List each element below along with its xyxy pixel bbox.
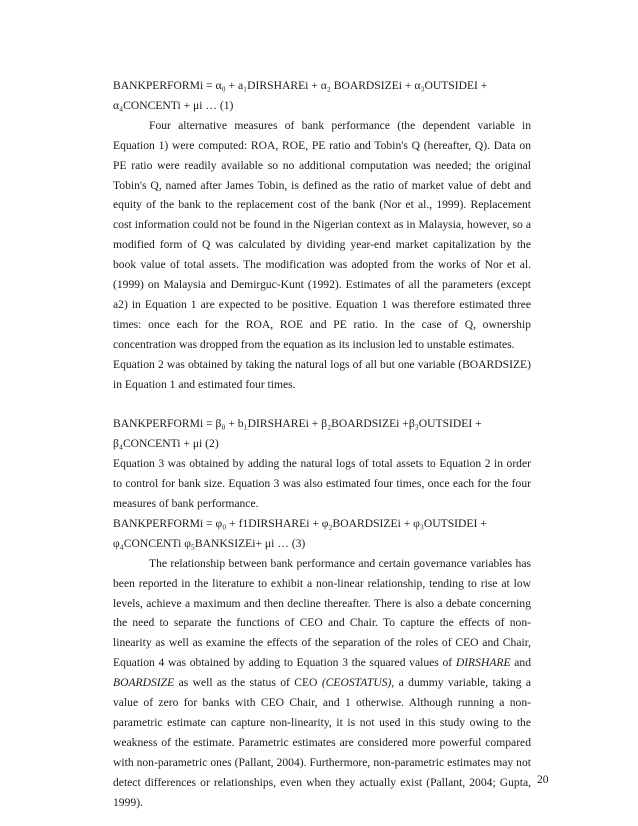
equation-1: BANKPERFORMi = α₀ + a₁DIRSHAREi + α₂ BOARDSIZEi + α₃OUTSIDEI + α₄CONCENTi + μi … (1) bbox=[113, 79, 488, 112]
paragraph-equation-3: Equation 3 was obtained by adding the natural logs of total assets to Equation 2 in order to control for bank size. Equation 3 was also estimated four times, once each for the four measures of bank performance. bbox=[113, 457, 531, 511]
paragraph-equation-2: Equation 2 was obtained by taking the natural logs of all but one variable (BOARDSIZE) in Equation 1 and estimated four times. bbox=[113, 357, 531, 391]
paragraph-text: The relationship between bank performance and certain governance variables has been reported in the literature to exhibit a non-linear relationship, tending to rise at low levels, achieve a maximum and then decline thereafter. There is also a debate concerning the need to separate the functions of CEO and Chair. To capture the effects of non-linearity as well as examine the effects of the separation of the roles of CEO and Chair, Equation 4 was obtained by adding to Equation 3 the squared values of bbox=[113, 556, 531, 670]
page-number: 20 bbox=[537, 773, 549, 786]
body-text bbox=[113, 76, 531, 813]
equation-2: BANKPERFORMi = β₀ + b₁DIRSHAREi + β₂BOARDSIZEi +β₃OUTSIDEI + β₄CONCENTi + μi (2) bbox=[113, 417, 482, 451]
variable-dirshare: DIRSHARE bbox=[455, 656, 511, 670]
paragraph-text: as well as the status of CEO bbox=[178, 676, 318, 690]
variable-ceostatus: (CEOSTATUS) bbox=[321, 676, 392, 690]
paragraph-text: , a dummy variable, taking a value of zero for banks with CEO Chair, and 1 otherwise. Although running a non-parametric estimate can capture non-linearity, it is not used in this study owing to the weakness of the estimate. Parametric estimates are considered more powerful compared with non-parametric ones (Pallant, 2004). Furthermore, non-parametric estimates may not detect differences or relationships, even when they actually exist (Pallant, 2004; Gupta, 1999). bbox=[113, 676, 532, 809]
variable-boardsize: BOARDSIZE bbox=[113, 676, 175, 690]
paragraph-text: and bbox=[514, 656, 531, 670]
paragraph-nonlinearity bbox=[113, 554, 531, 813]
paragraph-performance-measures: Four alternative measures of bank performance (the dependent variable in Equation 1) were computed: ROA, ROE, PE ratio and Tobin's Q (hereafter, Q). Data on PE ratio were readily available so no additional computation was needed; the original Tobin's Q, named after James Tobin, is defined as the ratio of market value of debt and equity of the bank to the replacement cost of the bank (Nor et al., 1999). Replacement cost information could not be found in the Nigerian context as in Malaysia, however, so a modified form of Q was calculated by dividing year-end market capitalization by the book value of total assets. The modification was adopted from the works of Nor et al. (1999) on Malaysia and Demirguc-Kunt (1992). Estimates of all the parameters (except a2) in Equation 1 are expected to be positive. Equation 1 was therefore estimated three times: once each for the ROA, ROE and PE ratio. In the case of Q, ownership concentration was dropped from the equation as its inclusion led to unstable estimates. bbox=[113, 118, 531, 351]
equation-3: BANKPERFORMi = φ₀ + f1DIRSHAREi + φ₂BOARDSIZEi + φ₃OUTSIDEI + φ₄CONCENTi φ₅BANKSIZEi+ μi … (3) bbox=[113, 516, 487, 550]
